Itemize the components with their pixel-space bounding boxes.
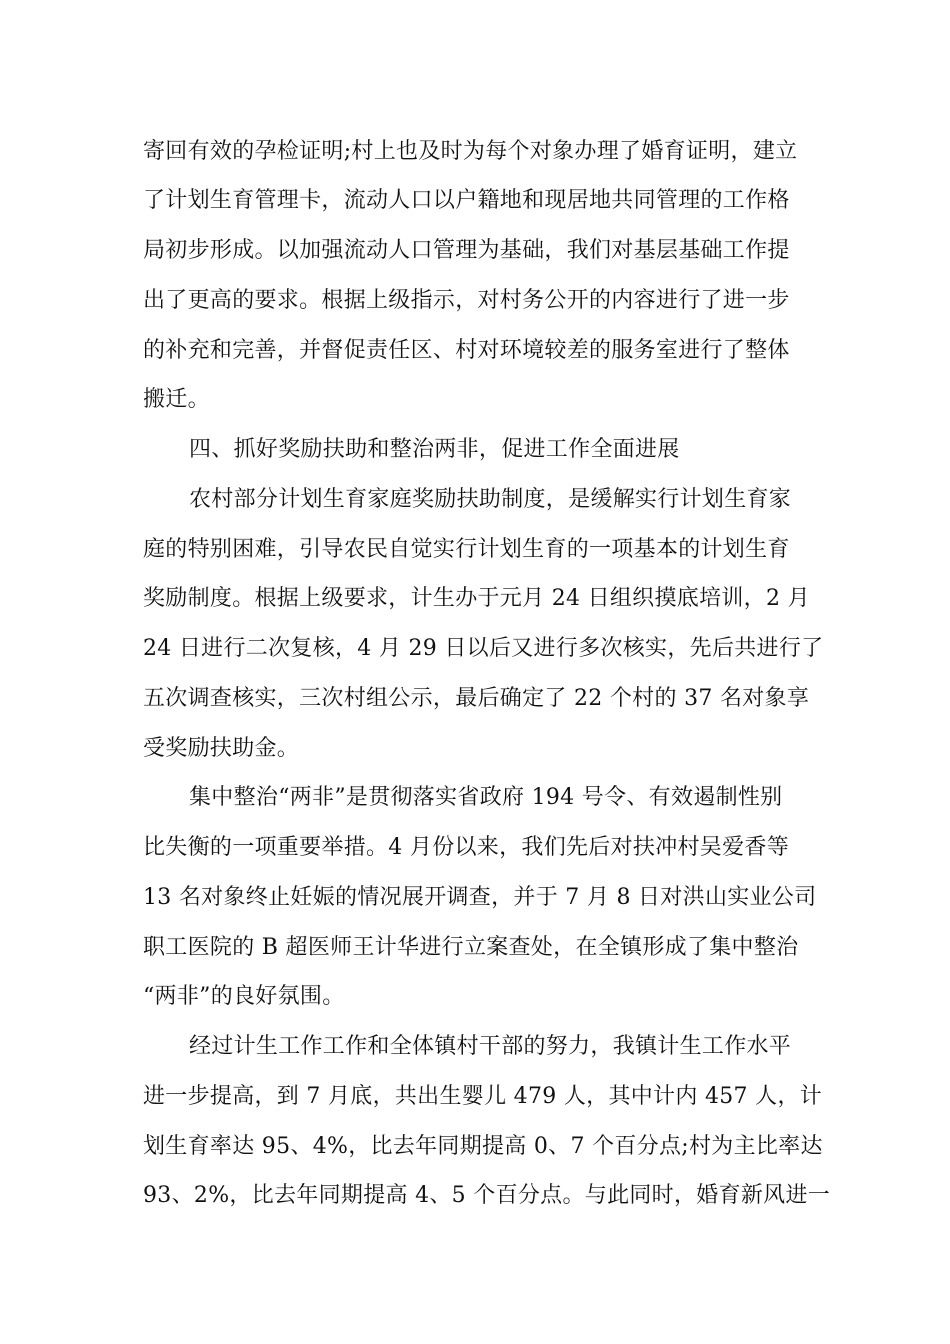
text-line: 集中整治“两非”是贯彻落实省政府 194 号令、有效遏制性别 bbox=[189, 785, 783, 810]
text-line: 比失衡的一项重要举措。4 月份以来，我们先后对扶冲村吴爱香等 bbox=[143, 835, 789, 860]
text-line: 庭的特别困难，引导农民自觉实行计划生育的一项基本的计划生育 bbox=[143, 537, 790, 562]
text-line: “两非”的良好氛围。 bbox=[143, 984, 345, 1009]
text-line: 划生育率达 95、4%，比去年同期提高 0、7 个百分点;村为主比率达 bbox=[143, 1134, 823, 1159]
text-line: 农村部分计划生育家庭奖励扶助制度，是缓解实行计划生育家 bbox=[189, 487, 792, 512]
text-line: 的补充和完善，并督促责任区、村对环境较差的服务室进行了整体 bbox=[143, 338, 790, 363]
text-line: 24 日进行二次复核，4 月 29 日以后又进行多次核实，先后共进行了 bbox=[143, 636, 824, 661]
text-line: 职工医院的 B 超医师王计华进行立案查处，在全镇形成了集中整治 bbox=[143, 935, 799, 960]
text-line: 受奖励扶助金。 bbox=[143, 736, 300, 761]
text-line: 寄回有效的孕检证明;村上也及时为每个对象办理了婚育证明，建立 bbox=[143, 139, 798, 164]
text-line: 经过计生工作工作和全体镇村干部的努力，我镇计生工作水平 bbox=[189, 1034, 792, 1059]
text-line: 93、2%，比去年同期提高 4、5 个百分点。与此同时，婚育新风进一 bbox=[143, 1183, 831, 1208]
text-line: 了计划生育管理卡，流动人口以户籍地和现居地共同管理的工作格 bbox=[143, 188, 790, 213]
text-line: 五次调查核实，三次村组公示，最后确定了 22 个村的 37 名对象享 bbox=[143, 686, 810, 711]
text-line: 搬迁。 bbox=[143, 387, 210, 412]
text-line: 奖励制度。根据上级要求，计生办于元月 24 日组织摸底培训，2 月 bbox=[143, 586, 810, 611]
text-line: 局初步形成。以加强流动人口管理为基础，我们对基层基础工作提 bbox=[143, 238, 790, 263]
section-heading: 四、抓好奖励扶助和整治两非，促进工作全面进展 bbox=[189, 437, 680, 462]
text-line: 13 名对象终止妊娠的情况展开调查，并于 7 月 8 日对洪山实业公司 bbox=[143, 885, 817, 910]
text-line: 进一步提高，到 7 月底，共出生婴儿 479 人，其中计内 457 人，计 bbox=[143, 1084, 823, 1109]
text-line: 出了更高的要求。根据上级指示，对村务公开的内容进行了进一步 bbox=[143, 288, 790, 313]
